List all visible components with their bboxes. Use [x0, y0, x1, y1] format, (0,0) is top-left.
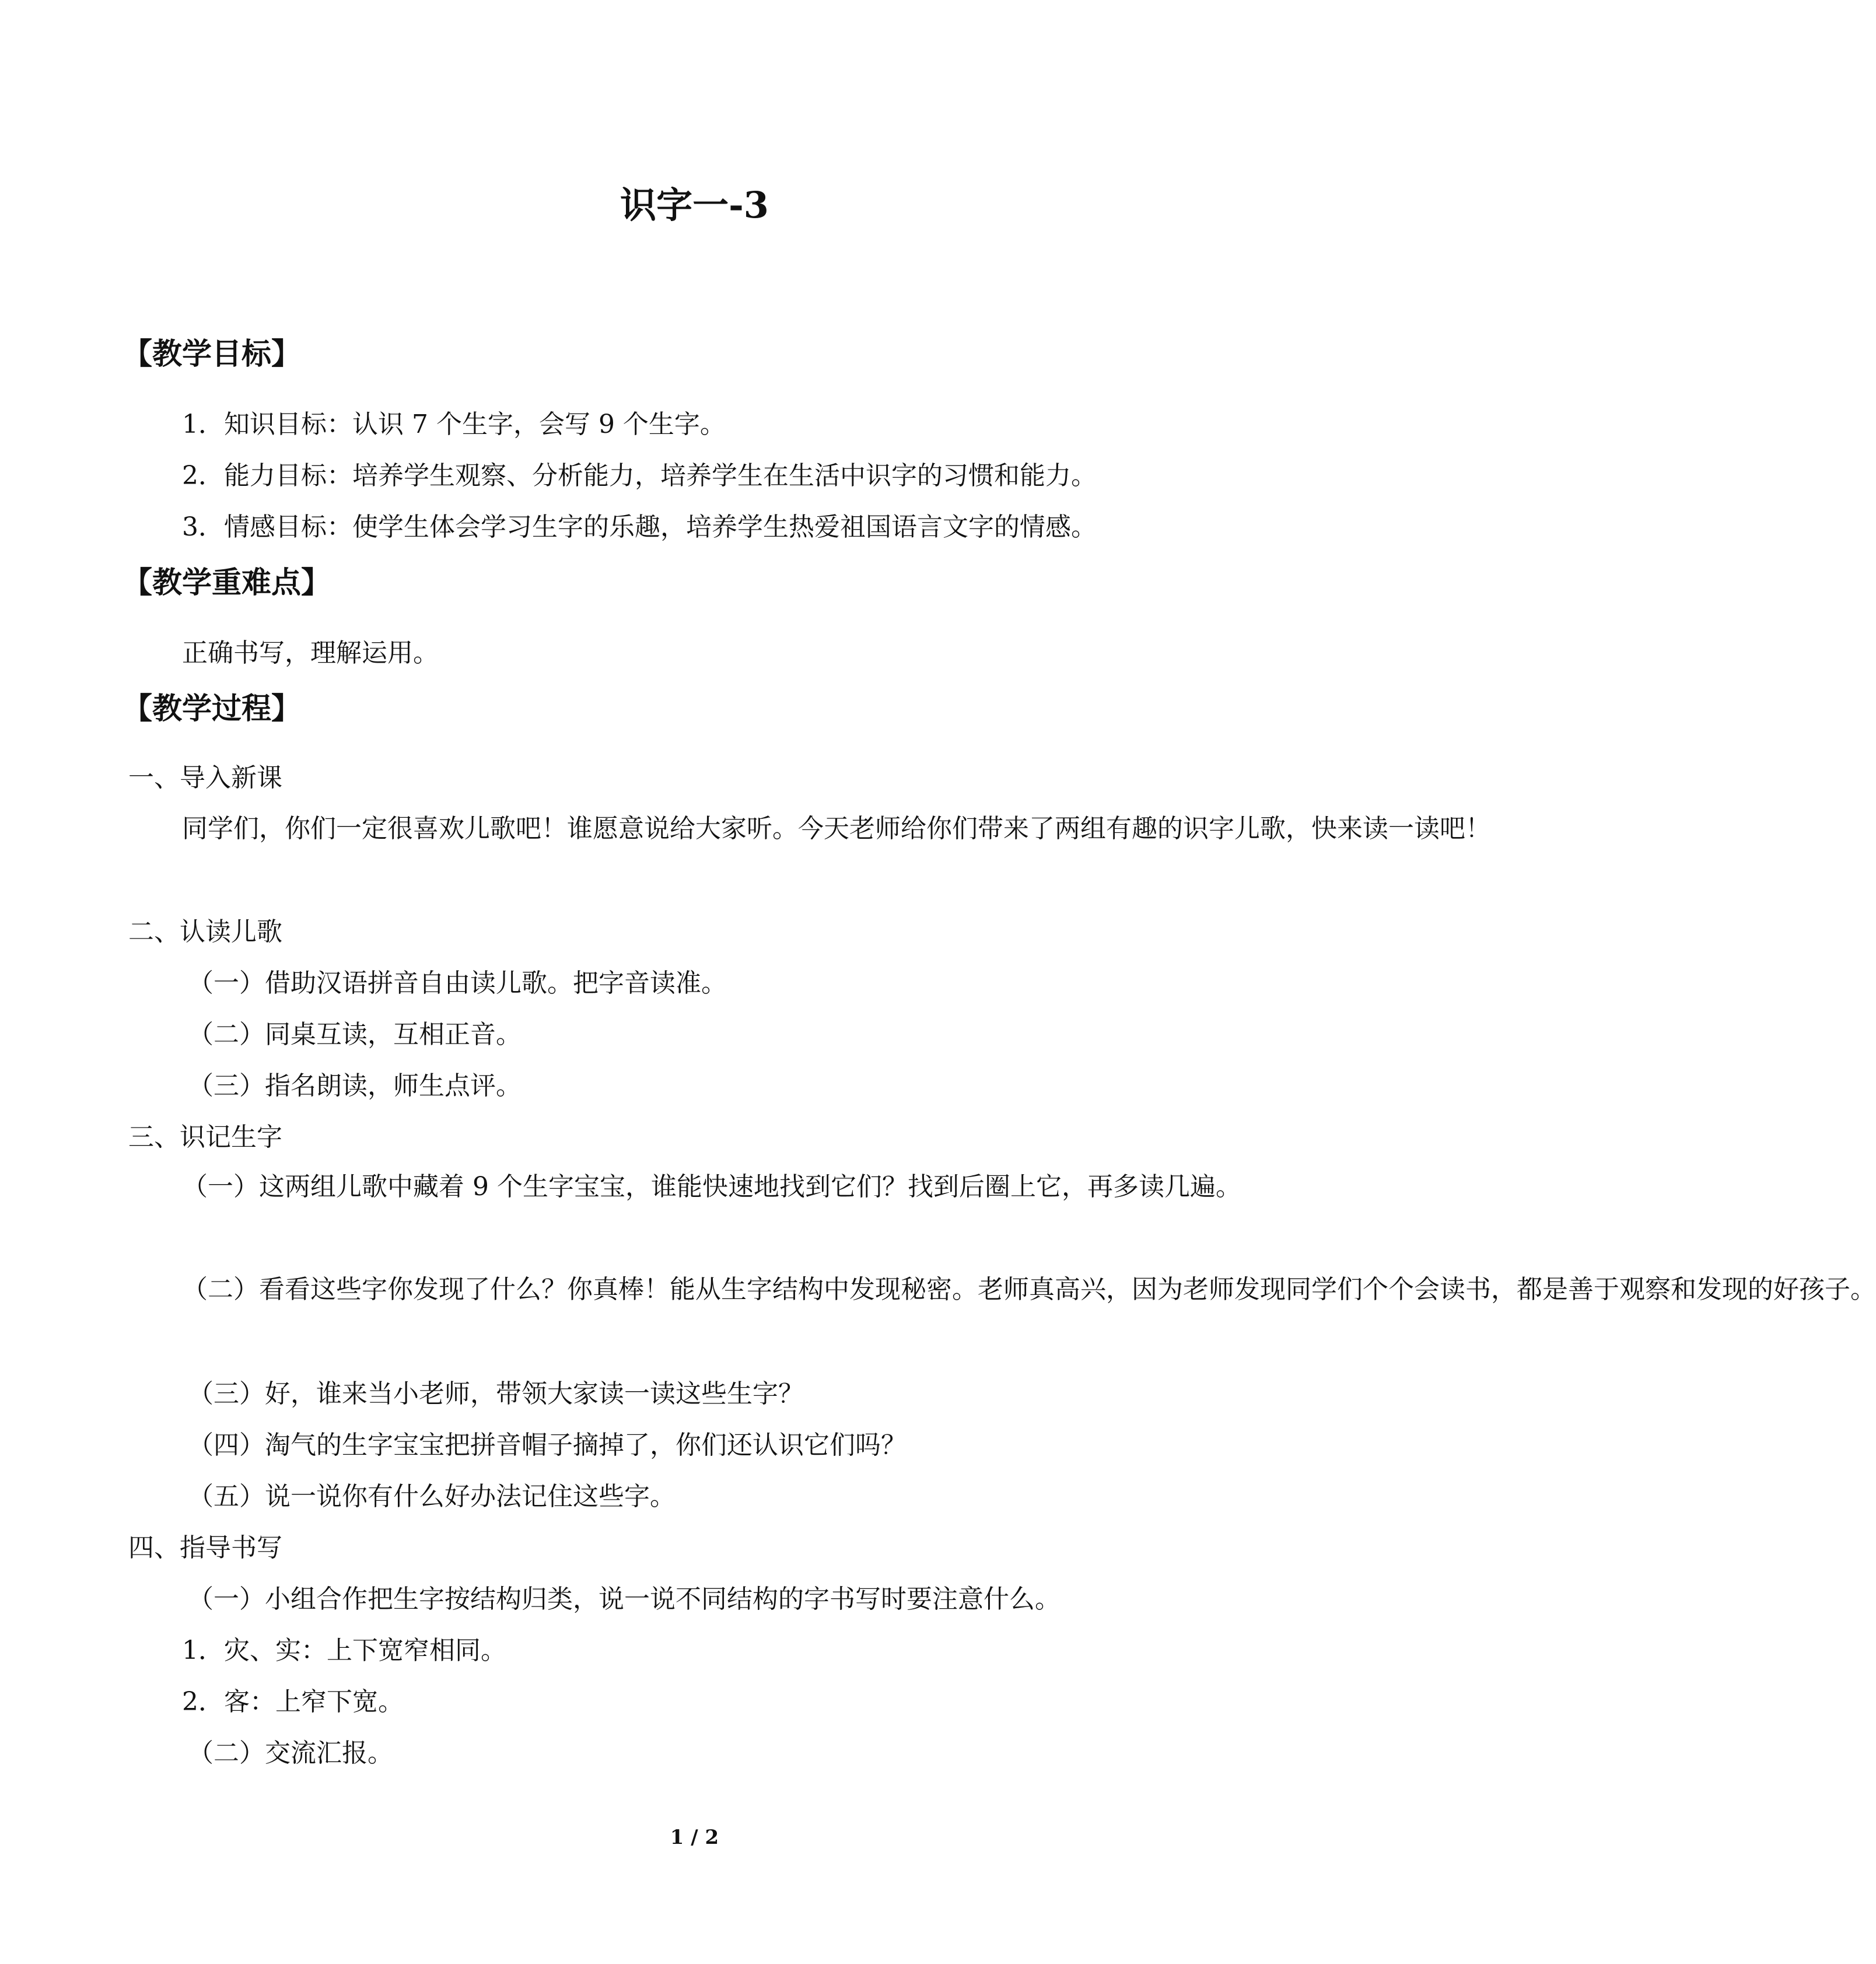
objective-item-1: 1．知识目标：认识 7 个生字，会写 9 个生字。 [182, 409, 726, 439]
part3-item-4: （四）淘气的生字宝宝把拼音帽子摘掉了，你们还认识它们吗？ [188, 1430, 907, 1460]
part4-item-4: （二）交流汇报。 [188, 1738, 393, 1768]
process-heading: 【教学过程】 [123, 691, 302, 726]
key-points-text: 正确书写，理解运用。 [182, 638, 439, 668]
part3-title: 三、识记生字 [128, 1122, 282, 1152]
objective-item-3: 3．情感目标：使学生体会学习生字的乐趣，培养学生热爱祖国语言文字的情感。 [182, 512, 1097, 542]
part4-item-1: （一）小组合作把生字按结构归类，说一说不同结构的字书写时要注意什么。 [188, 1584, 1060, 1614]
part2-item-3: （三）指名朗读，师生点评。 [188, 1071, 522, 1101]
part3-item-5: （五）说一说你有什么好办法记住这些字。 [188, 1482, 676, 1511]
objectives-heading: 【教学目标】 [123, 337, 302, 372]
key-points-heading: 【教学重难点】 [123, 565, 331, 600]
part2-item-2: （二）同桌互读，互相正音。 [188, 1020, 522, 1049]
objective-item-2: 2．能力目标：培养学生观察、分析能力，培养学生在生活中识字的习惯和能力。 [182, 461, 1097, 491]
part1-title: 一、导入新课 [128, 763, 282, 793]
part4-item-2: 1．灾、实：上下宽窄相同。 [182, 1636, 506, 1665]
part2-item-1: （一）借助汉语拼音自由读儿歌。把字音读准。 [188, 968, 727, 998]
part4-item-3: 2．客：上窄下宽。 [182, 1687, 404, 1717]
part3-item-3: （三）好，谁来当小老师，带领大家读一读这些生字？ [188, 1379, 804, 1409]
part3-item-1: （一）这两组儿歌中藏着 9 个生字宝宝，谁能快速地找到它们？找到后圈上它，再多读几遍。 [182, 1172, 1241, 1202]
part1-text: 同学们，你们一定很喜欢儿歌吧！谁愿意说给大家听。今天老师给你们带来了两组有趣的识字儿歌，快来读一读吧！ [182, 814, 1491, 843]
part4-title: 四、指导书写 [128, 1533, 282, 1563]
part2-title: 二、认读儿歌 [128, 917, 282, 947]
page-number: 1 / 2 [670, 1826, 719, 1849]
document-title: 识字一-3 [620, 184, 769, 226]
part3-item-2: （二）看看这些字你发现了什么？你真棒！能从生字结构中发现秘密。老师真高兴，因为老师发现同学们个个会读书，都是善于观察和发现的好孩子。 [182, 1275, 1876, 1304]
